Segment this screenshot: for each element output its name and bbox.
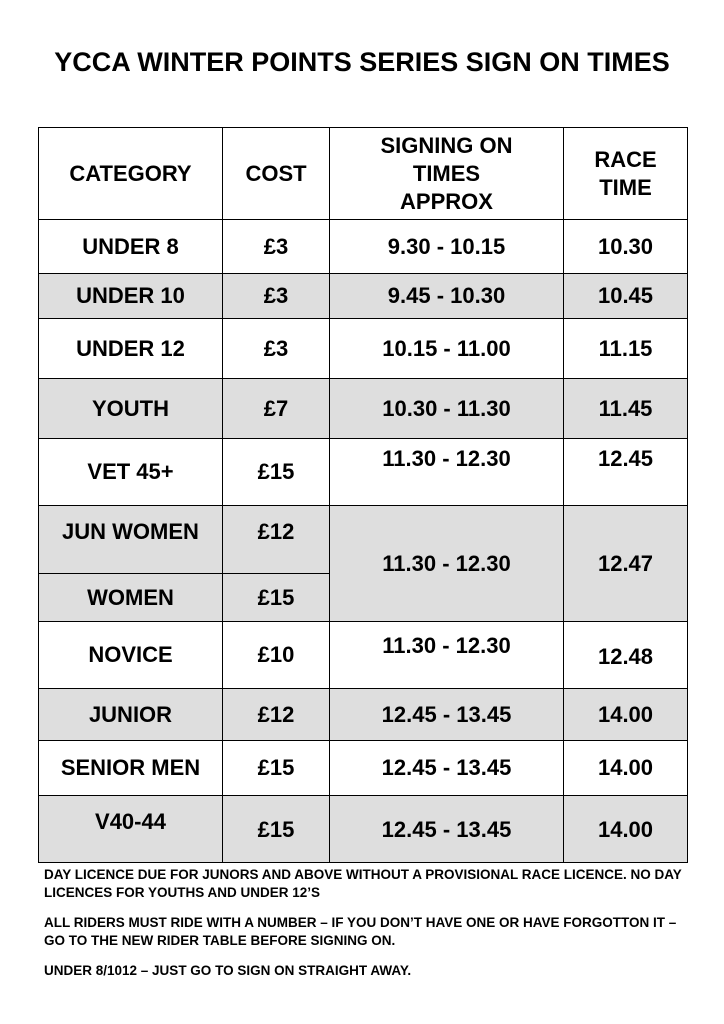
cost-cell: £15 <box>223 439 330 506</box>
cost-cell: £3 <box>223 274 330 319</box>
signing-cell: 10.15 - 11.00 <box>330 319 564 379</box>
race-time-cell: 12.48 <box>564 622 688 689</box>
category-cell: SENIOR MEN <box>39 741 223 796</box>
race-time-cell: 11.15 <box>564 319 688 379</box>
table-row <box>39 319 688 379</box>
header-category: CATEGORY <box>39 128 223 220</box>
category-cell: JUNIOR <box>39 689 223 741</box>
signing-cell: 12.45 - 13.45 <box>330 689 564 741</box>
category-cell: NOVICE <box>39 622 223 689</box>
cost-cell: £15 <box>223 574 330 622</box>
category-cell: UNDER 12 <box>39 319 223 379</box>
race-time-cell: 12.47 <box>564 506 688 622</box>
table-row <box>39 741 688 796</box>
signing-cell: 12.45 - 13.45 <box>330 741 564 796</box>
cost-cell: £12 <box>223 689 330 741</box>
signing-cell: 12.45 - 13.45 <box>330 796 564 863</box>
table-row <box>39 689 688 741</box>
table-row <box>39 439 688 506</box>
table-row <box>39 796 688 863</box>
race-time-cell: 12.45 <box>564 439 688 506</box>
race-time-cell: 11.45 <box>564 379 688 439</box>
cost-cell: £15 <box>223 741 330 796</box>
table-row <box>39 220 688 274</box>
table-row <box>39 622 688 689</box>
table-row <box>39 274 688 319</box>
header-cost: COST <box>223 128 330 220</box>
category-cell: VET 45+ <box>39 439 223 506</box>
signing-cell: 9.30 - 10.15 <box>330 220 564 274</box>
signing-cell: 10.30 - 11.30 <box>330 379 564 439</box>
signing-cell: 9.45 - 10.30 <box>330 274 564 319</box>
cost-cell: £15 <box>223 796 330 863</box>
header-race-time: RACE TIME <box>564 128 688 220</box>
header-signing-times: SIGNING ON TIMES APPROX <box>330 128 564 220</box>
notes-section <box>44 866 694 992</box>
race-time-cell: 14.00 <box>564 741 688 796</box>
race-time-cell: 14.00 <box>564 796 688 863</box>
category-cell: JUN WOMEN <box>39 506 223 574</box>
category-cell: UNDER 8 <box>39 220 223 274</box>
rider-number-note: ALL RIDERS MUST RIDE WITH A NUMBER – IF YOU DON’T HAVE ONE OR HAVE FORGOTTON IT – GO TO THE NEW RIDER TABLE BEFORE SIGNING ON. <box>44 915 677 948</box>
day-licence-note: DAY LICENCE DUE FOR JUNORS AND ABOVE WITHOUT A PROVISIONAL RACE LICENCE. NO DAY LICENCES FOR YOUTHS AND UNDER 12’S <box>44 867 682 900</box>
cost-cell: £7 <box>223 379 330 439</box>
under-8-note: UNDER 8/1012 – JUST GO TO SIGN ON STRAIGHT AWAY. <box>44 963 412 978</box>
cost-cell: £3 <box>223 319 330 379</box>
table-row <box>39 506 688 574</box>
race-time-cell: 10.30 <box>564 220 688 274</box>
cost-cell: £12 <box>223 506 330 574</box>
cost-cell: £3 <box>223 220 330 274</box>
race-time-cell: 10.45 <box>564 274 688 319</box>
category-cell: UNDER 10 <box>39 274 223 319</box>
table-header-row <box>39 128 688 220</box>
table-row <box>39 379 688 439</box>
race-time-cell: 14.00 <box>564 689 688 741</box>
category-cell: V40-44 <box>39 796 223 863</box>
signing-cell: 11.30 - 12.30 <box>330 506 564 622</box>
signing-cell: 11.30 - 12.30 <box>330 439 564 506</box>
sign-on-times-table <box>38 127 688 863</box>
category-cell: YOUTH <box>39 379 223 439</box>
category-cell: WOMEN <box>39 574 223 622</box>
page-title: YCCA WINTER POINTS SERIES SIGN ON TIMES <box>54 47 670 77</box>
signing-cell: 11.30 - 12.30 <box>330 622 564 689</box>
cost-cell: £10 <box>223 622 330 689</box>
